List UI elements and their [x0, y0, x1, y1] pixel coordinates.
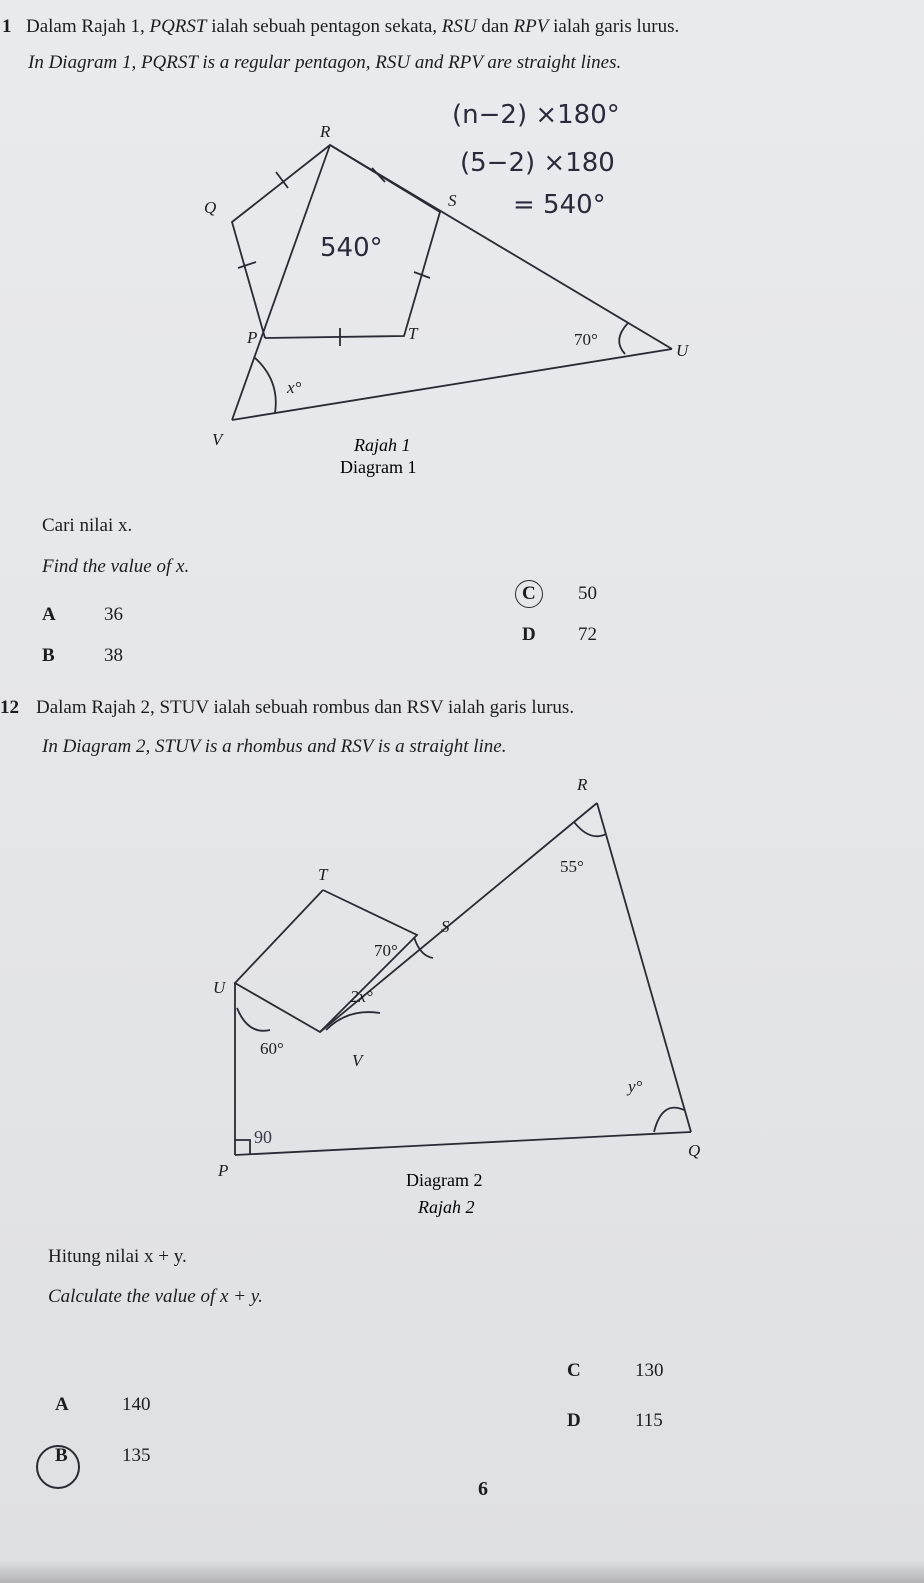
- q1-label-s: S: [448, 191, 457, 210]
- q1-bm-rpv: RPV: [513, 16, 549, 37]
- pentagon-pqrst: [232, 145, 440, 338]
- q2-caption-en: Diagram 2: [406, 1170, 483, 1190]
- q2-prompt-bm: Hitung nilai x + y.: [48, 1246, 187, 1267]
- right-angle-p: [235, 1140, 250, 1155]
- q1-option-d-letter[interactable]: D: [522, 624, 536, 645]
- q1-prompt-bm: Cari nilai x.: [42, 515, 133, 536]
- q1-option-a-letter[interactable]: A: [42, 604, 56, 625]
- q2-option-b-letter[interactable]: B: [55, 1445, 68, 1466]
- q2-option-c-letter[interactable]: C: [567, 1360, 581, 1381]
- q1-option-c-letter[interactable]: C: [522, 583, 536, 604]
- q1-label-p: P: [247, 328, 258, 347]
- q1-hand-result: = 540°: [513, 190, 606, 220]
- q1-angle-u: 70°: [574, 330, 598, 349]
- q2-label-q: Q: [688, 1141, 701, 1160]
- line-rsu: [330, 145, 672, 349]
- q2-option-a-value: 140: [122, 1394, 151, 1415]
- page-bottom-shadow: [0, 1560, 924, 1583]
- q2-statement-bm: Dalam Rajah 2, STUV ialah sebuah rombus dan RSV ialah garis lurus.: [36, 697, 575, 718]
- q2-statement-en: In Diagram 2, STUV is a rhombus and RSV is a straight line.: [42, 736, 507, 757]
- q1-bm-rsu: RSU: [441, 16, 477, 37]
- q1-hand-formula: (n−2) ×180°: [452, 100, 620, 130]
- q2-angle-r: 55°: [560, 857, 584, 876]
- q1-hand-inside: 540°: [320, 233, 383, 263]
- q1-angle-x: x°: [287, 378, 302, 397]
- q2-hand-90: 90: [254, 1127, 272, 1147]
- q1-option-a-value: 36: [104, 604, 123, 625]
- q1-label-v: V: [212, 430, 223, 449]
- q1-caption-en: Diagram 1: [340, 457, 417, 477]
- rhombus-stuv: [235, 890, 417, 1032]
- q2-label-s: S: [441, 917, 450, 936]
- q2-angle-v: 2x°: [350, 987, 373, 1006]
- q2-option-c-value: 130: [635, 1360, 664, 1381]
- q1-prompt-en: Find the value of x.: [42, 556, 190, 577]
- q1-bm-part4: ialah garis lurus.: [548, 16, 680, 37]
- q1-bm-part1: Dalam Rajah 1,: [26, 16, 150, 37]
- q2-angle-s: 70°: [374, 941, 398, 960]
- diagram-1: [0, 0, 924, 480]
- q2-label-r: R: [577, 775, 588, 794]
- q2-prompt-en: Calculate the value of x + y.: [48, 1286, 263, 1307]
- q1-label-q: Q: [204, 198, 217, 217]
- q1-option-b-value: 38: [104, 645, 123, 666]
- q1-number: 1: [2, 16, 12, 37]
- q2-option-d-value: 115: [635, 1410, 663, 1431]
- q1-caption-bm: Rajah 1: [354, 435, 411, 455]
- q2-label-v: V: [352, 1051, 363, 1070]
- q1-option-b-letter[interactable]: B: [42, 645, 55, 666]
- angle-arc-u: [237, 1008, 270, 1031]
- q1-bm-part3: dan: [476, 16, 514, 37]
- q2-option-a-letter[interactable]: A: [55, 1394, 69, 1415]
- q1-bm-part2: ialah sebuah pentagon sekata,: [206, 16, 442, 37]
- q2-label-u: U: [213, 978, 226, 997]
- angle-arc-u: [619, 323, 628, 354]
- q2-caption-bm: Rajah 2: [418, 1197, 475, 1217]
- q1-bm-shape: PQRST: [149, 16, 207, 37]
- diagram-2: [0, 760, 924, 1230]
- line-rq: [597, 803, 691, 1132]
- angle-arc-v: [254, 357, 276, 413]
- page-number: 6: [478, 1478, 488, 1500]
- line-rpv: [232, 145, 330, 420]
- angle-arc-q: [654, 1108, 684, 1132]
- q2-label-t: T: [318, 865, 328, 884]
- line-pq: [235, 1132, 691, 1155]
- q1-option-d-value: 72: [578, 624, 597, 645]
- q2-number: 12: [0, 697, 19, 718]
- q1-label-r: R: [320, 122, 331, 141]
- q2-option-b-value: 135: [122, 1445, 151, 1466]
- q1-hand-sub: (5−2) ×180: [460, 148, 615, 178]
- q1-option-c-value: 50: [578, 583, 597, 604]
- q1-label-t: T: [408, 324, 418, 343]
- q1-statement-en: In Diagram 1, PQRST is a regular pentagon, RSU and RPV are straight lines.: [28, 52, 622, 73]
- q1-label-u: U: [676, 341, 689, 360]
- q2-label-p: P: [218, 1161, 229, 1180]
- q2-angle-q: y°: [628, 1077, 643, 1096]
- angle-arc-r: [574, 822, 606, 836]
- q2-angle-u: 60°: [260, 1039, 284, 1058]
- q2-option-d-letter[interactable]: D: [567, 1410, 581, 1431]
